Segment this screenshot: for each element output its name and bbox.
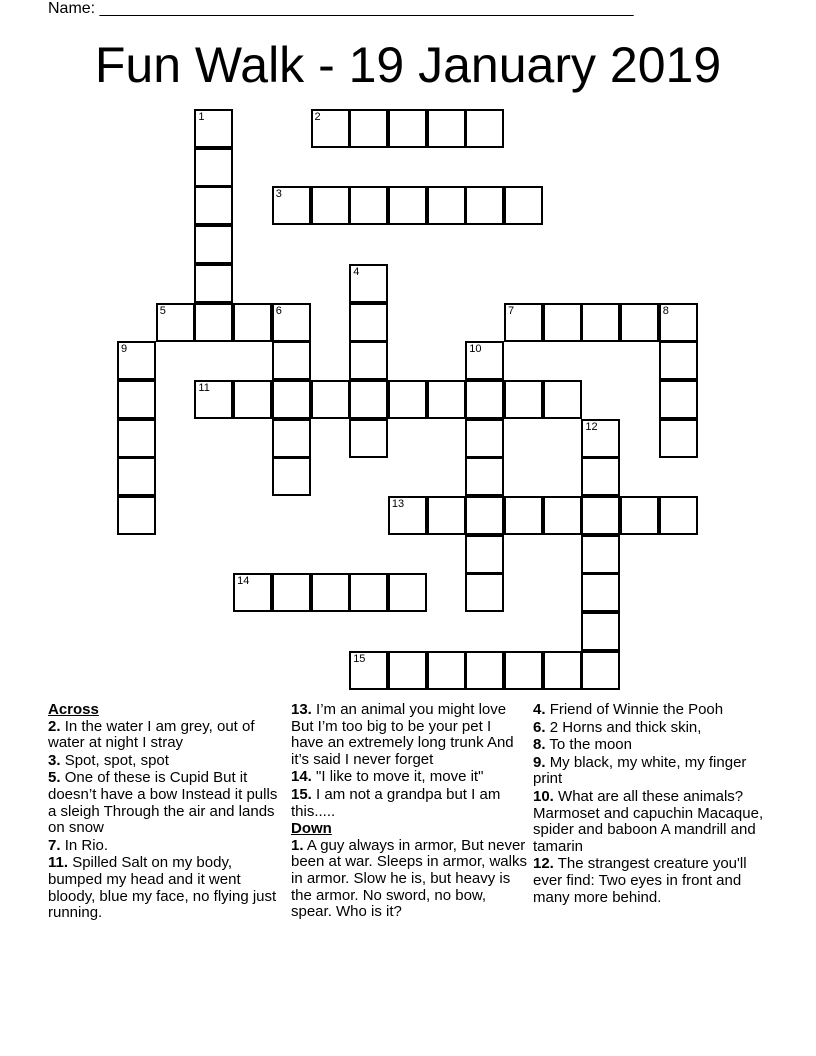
grid-cell[interactable] (581, 535, 620, 574)
grid-cell[interactable] (117, 380, 156, 419)
grid-cell[interactable] (194, 109, 233, 148)
grid-cell[interactable] (349, 303, 388, 342)
down-clue-9: 9. My black, my white, my finger print (533, 753, 747, 788)
grid-cell[interactable] (349, 651, 388, 690)
across-clue-5: 5. One of these is Cupid But it doesn’t have a bow Instead it pulls a sleigh Through the air and lands on snow (48, 769, 278, 837)
grid-cell[interactable] (659, 496, 698, 535)
clues-column-1 (48, 702, 280, 923)
grid-cell[interactable] (465, 457, 504, 496)
grid-cell[interactable] (349, 380, 388, 419)
grid-cell[interactable] (620, 303, 659, 342)
puzzle-title: Fun Walk - 19 January 2019 (94, 37, 722, 93)
grid-cell[interactable] (117, 419, 156, 458)
grid-cell[interactable] (388, 109, 427, 148)
clue-number: 7 (508, 304, 515, 317)
grid-cell[interactable] (349, 573, 388, 612)
across-heading: Across (48, 701, 99, 718)
grid-cell[interactable] (581, 651, 620, 690)
grid-cell[interactable] (581, 419, 620, 458)
grid-cell[interactable] (388, 573, 427, 612)
grid-cell[interactable] (620, 496, 659, 535)
grid-cell[interactable] (311, 186, 350, 225)
grid-cell[interactable] (427, 496, 466, 535)
grid-cell[interactable] (194, 264, 233, 303)
grid-cell[interactable] (543, 380, 582, 419)
clues-column-3 (533, 702, 769, 907)
grid-cell[interactable] (465, 419, 504, 458)
grid-cell[interactable] (272, 380, 311, 419)
grid-cell[interactable] (349, 419, 388, 458)
across-clue-7: 7. In Rio. (48, 836, 109, 854)
across-clue-2: 2. In the water I am grey, out of water at night I stray (48, 717, 255, 752)
grid-cell[interactable] (427, 651, 466, 690)
grid-cell[interactable] (311, 573, 350, 612)
grid-cell[interactable] (427, 186, 466, 225)
grid-cell[interactable] (349, 109, 388, 148)
grid-cell[interactable] (543, 303, 582, 342)
grid-cell[interactable] (194, 148, 233, 187)
across-clue-11: 11. Spilled Salt on my body, bumped my head and it went bloody, blue my face, no flying just running. (48, 854, 277, 922)
clue-number: 13 (391, 498, 405, 510)
grid-cell[interactable] (504, 380, 543, 419)
grid-cell[interactable] (272, 186, 311, 225)
clue-number: 2 (314, 111, 321, 123)
down-clue-10: 10. What are all these animals? Marmoset and capuchin Macaque, spider and baboon A mandrill and tamarin (533, 787, 764, 855)
grid-cell[interactable] (659, 303, 698, 342)
grid-cell[interactable] (427, 109, 466, 148)
across-clue-3: 3. Spot, spot, spot (48, 751, 169, 769)
clue-number: 9 (121, 343, 128, 356)
grid-cell[interactable] (388, 496, 427, 535)
grid-cell[interactable] (465, 186, 504, 225)
down-clue-6: 6. 2 Horns and thick skin, (533, 718, 702, 736)
grid-cell[interactable] (504, 186, 543, 225)
down-clue-1: 1. A guy always in armor, But never been at war. Sleeps in armor, walks in armor. Slow he is, but heavy is the armor. No sword, no bow, spear. Who is it? (291, 836, 527, 921)
grid-cell[interactable] (233, 303, 272, 342)
grid-cell[interactable] (311, 109, 350, 148)
grid-cell[interactable] (504, 303, 543, 342)
grid-cell[interactable] (117, 341, 156, 380)
clue-number: 10 (469, 343, 482, 356)
grid-cell[interactable] (233, 573, 272, 612)
grid-cell[interactable] (117, 457, 156, 496)
down-heading: Down (291, 820, 332, 838)
grid-cell[interactable] (194, 186, 233, 225)
grid-cell[interactable] (659, 341, 698, 380)
clue-number: 8 (662, 304, 669, 317)
clue-number: 3 (275, 188, 282, 201)
grid-cell[interactable] (388, 651, 427, 690)
grid-cell[interactable] (311, 380, 350, 419)
grid-cell[interactable] (194, 380, 233, 419)
down-clue-8: 8. To the moon (533, 736, 632, 754)
grid-cell[interactable] (543, 651, 582, 690)
grid-cell[interactable] (581, 573, 620, 612)
clues-column-2 (291, 702, 527, 922)
across-clue-14: 14. "I like to move it, move it" (291, 768, 484, 786)
grid-cell[interactable] (465, 496, 504, 535)
grid-cell[interactable] (581, 457, 620, 496)
down-clue-4: 4. Friend of Winnie the Pooh (533, 701, 724, 718)
grid-cell[interactable] (272, 303, 311, 342)
clue-number: 11 (198, 381, 210, 394)
grid-cell[interactable] (272, 457, 311, 496)
grid-cell[interactable] (272, 419, 311, 458)
grid-cell[interactable] (465, 651, 504, 690)
across-clue-13: 13. I’m an animal you might love But I’m too big to be your pet I have an extremely long trunk And it’s said I never forget (291, 701, 514, 768)
grid-cell[interactable] (465, 380, 504, 419)
grid-cell[interactable] (543, 496, 582, 535)
grid-cell[interactable] (349, 186, 388, 225)
clue-number: 5 (159, 304, 166, 317)
grid-cell[interactable] (117, 496, 156, 535)
grid-cell[interactable] (504, 496, 543, 535)
grid-cell[interactable] (388, 380, 427, 419)
grid-cell[interactable] (659, 419, 698, 458)
clue-number: 12 (585, 420, 598, 433)
grid-cell[interactable] (581, 612, 620, 651)
grid-cell[interactable] (156, 303, 195, 342)
grid-cell[interactable] (272, 341, 311, 380)
grid-cell[interactable] (581, 303, 620, 342)
grid-cell[interactable] (465, 535, 504, 574)
grid-cell[interactable] (465, 573, 504, 612)
grid-cell[interactable] (349, 341, 388, 380)
grid-cell[interactable] (427, 380, 466, 419)
grid-cell[interactable] (465, 109, 504, 148)
down-clue-12: 12. The strangest creature you'll ever find: Two eyes in front and many more behind. (533, 855, 747, 906)
grid-cell[interactable] (233, 380, 272, 419)
grid-cell[interactable] (659, 380, 698, 419)
grid-cell[interactable] (388, 186, 427, 225)
clue-number: 14 (237, 575, 250, 588)
clue-number: 15 (353, 652, 366, 665)
clue-number: 4 (353, 265, 360, 278)
clue-number: 1 (198, 111, 205, 123)
grid-cell[interactable] (194, 225, 233, 264)
grid-cell[interactable] (465, 341, 504, 380)
clue-number: 6 (275, 304, 282, 317)
name-field-label: Name: ____________________________________________________________ (48, 0, 634, 17)
grid-cell[interactable] (194, 303, 233, 342)
grid-cell[interactable] (581, 496, 620, 535)
grid-cell[interactable] (272, 573, 311, 612)
grid-cell[interactable] (349, 264, 388, 303)
grid-cell[interactable] (504, 651, 543, 690)
across-clue-15: 15. I am not a grandpa but I am this..... (291, 785, 501, 820)
